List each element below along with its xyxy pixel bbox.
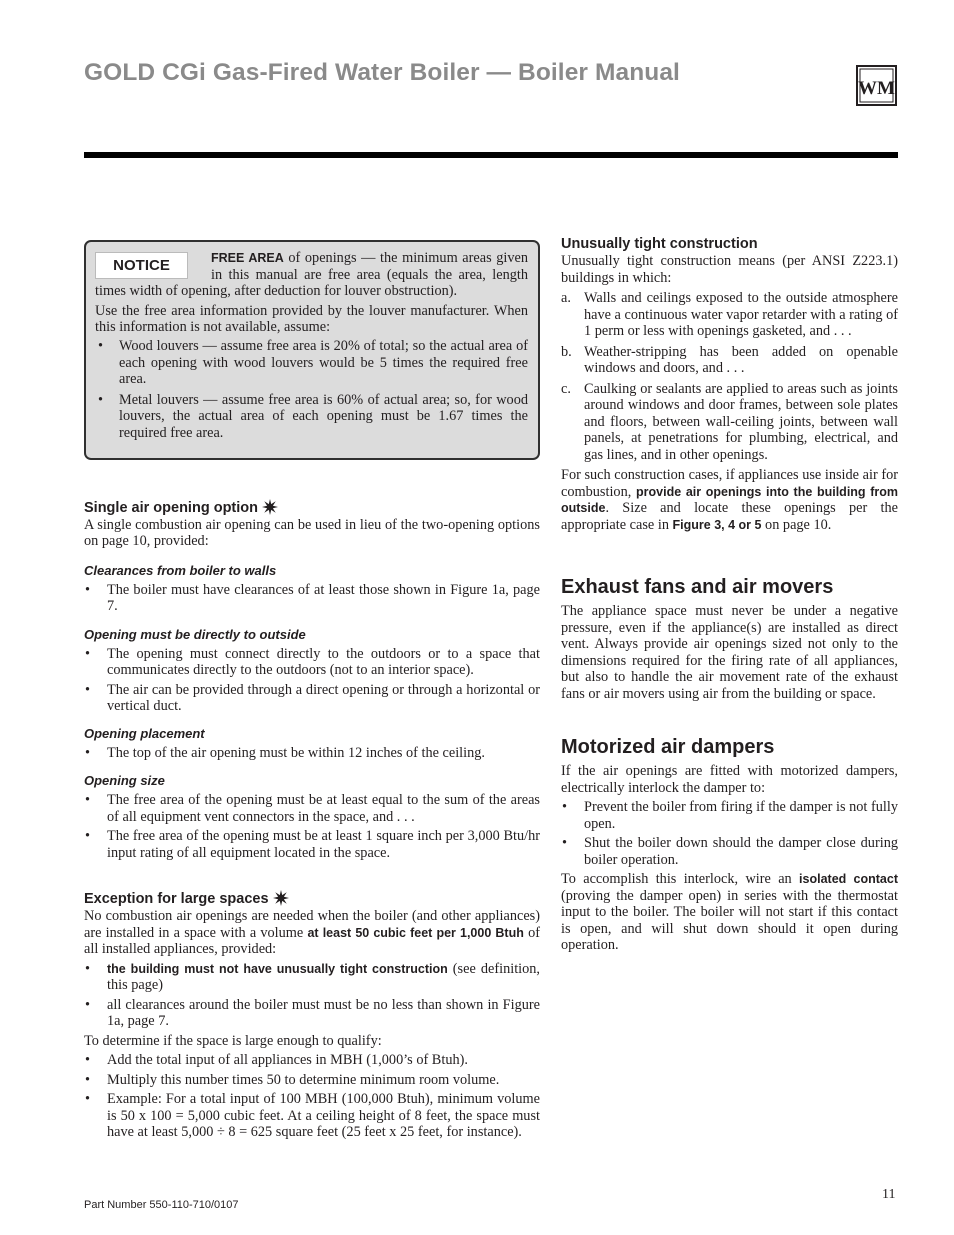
- list-item: • all clearances around the boiler must must be no less than shown in Figure 1a, page 7.: [84, 997, 540, 1030]
- list-item: • the building must not have unusually tight construction (see definition, this page): [84, 961, 540, 994]
- asterisk-star-icon: [262, 499, 278, 515]
- svg-text:WM: WM: [858, 78, 895, 99]
- list-item: • Metal louvers — assume free area is 60% of actual area; so, for wood louvers, the actual area of each opening must be 1.67 times the required free area.: [95, 392, 528, 442]
- single-opening-heading: Single air opening option: [84, 499, 540, 517]
- single-intro: A single combustion air opening can be used in lieu of the two-opening options on page 10, provided:: [84, 516, 540, 550]
- exception-heading: Exception for large spaces: [84, 890, 540, 908]
- list-item: b. Weather-stripping has been added on openable windows and doors, and . . .: [561, 343, 898, 376]
- size-heading: Opening size: [84, 773, 165, 789]
- tight-construction-heading: Unusually tight construction: [561, 236, 758, 252]
- exception-list: [84, 961, 540, 1030]
- right-column: [561, 235, 898, 954]
- notice-para: Use the free area information provided by the louver manufacturer. When this information is not available, assume:: [95, 302, 528, 336]
- list-item: • Add the total input of all appliances in MBH (1,000’s of Btuh).: [84, 1052, 540, 1069]
- list-item: • The boiler must have clearances of at least those shown in Figure 1a, page 7.: [84, 582, 540, 615]
- list-item: • Prevent the boiler from firing if the damper is not fully open.: [561, 799, 898, 832]
- exhaust-fans-heading: Exhaust fans and air movers: [561, 576, 834, 598]
- weil-mclain-logo: [856, 65, 897, 106]
- dampers-list: [561, 799, 898, 868]
- footer-part-number: Part Number 550-110-710/0107: [84, 1199, 239, 1211]
- list-item: • Shut the boiler down should the damper close during boiler operation.: [561, 835, 898, 868]
- list-item: c. Caulking or sealants are applied to areas such as joints around windows and door frames, between sole plates and floors, between wall-ceiling joints, between wall panels, at penetrations for plumbing, electrical, and gas lines, and in other openings.: [561, 380, 898, 463]
- motorized-dampers-heading: Motorized air dampers: [561, 736, 775, 758]
- list-item: a. Walls and ceilings exposed to the outside atmosphere have a continuous water vapor retarder with a rating of 1 perm or less with openings gasketed, and . . .: [561, 290, 899, 339]
- clearances-heading: Clearances from boiler to walls: [84, 562, 277, 578]
- exception-intro: No combustion air openings are needed when the boiler (and other appliances) are installed in a space with a volume at least 50 cubic feet per 1,000 Btuh of all installed appliances, provided:: [84, 908, 541, 958]
- notice-bullets: [95, 338, 528, 442]
- outside-list: [84, 646, 540, 715]
- tight-list: [561, 290, 898, 463]
- list-item: • Example: For a total input of 100 MBH (100,000 Btuh), minimum volume is 50 x 100 = 5,000 cubic feet. At a ceiling height of 8 feet, the space must have at least 5,000 ÷ 8 = 625 square feet (25 feet x 25 feet, for instance).: [84, 1091, 540, 1141]
- page-number: 11: [882, 1187, 896, 1202]
- clearances-list: [84, 582, 540, 615]
- size-list: [84, 792, 540, 861]
- list-item: • Wood louvers — assume free area is 20% of total; so the actual area of each opening with wood louvers would be 5 times the required free area.: [95, 338, 528, 388]
- placement-heading: Opening placement: [84, 725, 205, 741]
- list-item: • The air can be provided through a direct opening or through a horizontal or vertical duct.: [84, 682, 540, 715]
- placement-list: [84, 745, 540, 762]
- page-header-title: GOLD CGi Gas-Fired Water Boiler — Boiler Manual: [84, 59, 680, 86]
- tight-para: For such construction cases, if appliances use inside air for combustion, provide air openings into the building from outside. Size and locate these openings per the appropriate case in Figure 3, 4 or 5 on page 10.: [561, 467, 898, 533]
- left-column: [84, 240, 540, 1144]
- list-item: • The opening must connect directly to the outdoors or to a space that communicates directly to the outdoors (not to an interior space).: [84, 646, 540, 679]
- determine-list: [84, 1052, 540, 1141]
- asterisk-star-icon: [273, 890, 289, 906]
- notice-box: [84, 240, 540, 460]
- exhaust-para: The appliance space must never be under a negative pressure, even if the appliance(s) are installed as direct vent. Always provide air openings sized not only to the dimensions required for the firing rate of all appliances, but also to handle the air movement rate of the exhaust fans or air movers using air from the building or space.: [561, 603, 898, 702]
- dampers-para: To accomplish this interlock, wire an isolated contact (proving the damper open) in series with the thermostat input to the boiler. The boiler will not start if this contact is open, and will shut down should it open during operation.: [561, 871, 898, 953]
- outside-heading: Opening must be directly to outside: [84, 626, 306, 642]
- list-item: • The free area of the opening must be at least equal to the sum of the areas of all equipment vent connectors in the space, and . . .: [84, 792, 540, 825]
- list-item: • The top of the air opening must be within 12 inches of the ceiling.: [84, 745, 540, 762]
- notice-label: NOTICE: [95, 252, 188, 279]
- dampers-intro: If the air openings are fitted with motorized dampers, electrically interlock the damper to:: [561, 763, 898, 796]
- header-rule: [84, 152, 898, 158]
- determine-text: To determine if the space is large enough to qualify:: [84, 1032, 382, 1049]
- notice-intro: FREE AREA of openings — the minimum areas given in this manual are free area (equals the area, length times width of opening, after deduction for louver obstruction).: [95, 250, 529, 300]
- list-item: • The free area of the opening must be at least 1 square inch per 3,000 Btu/hr input rating of all equipment located in the space.: [84, 828, 540, 861]
- tight-intro: Unusually tight construction means (per ANSI Z223.1) buildings in which:: [561, 253, 898, 286]
- list-item: • Multiply this number times 50 to determine minimum room volume.: [84, 1072, 540, 1089]
